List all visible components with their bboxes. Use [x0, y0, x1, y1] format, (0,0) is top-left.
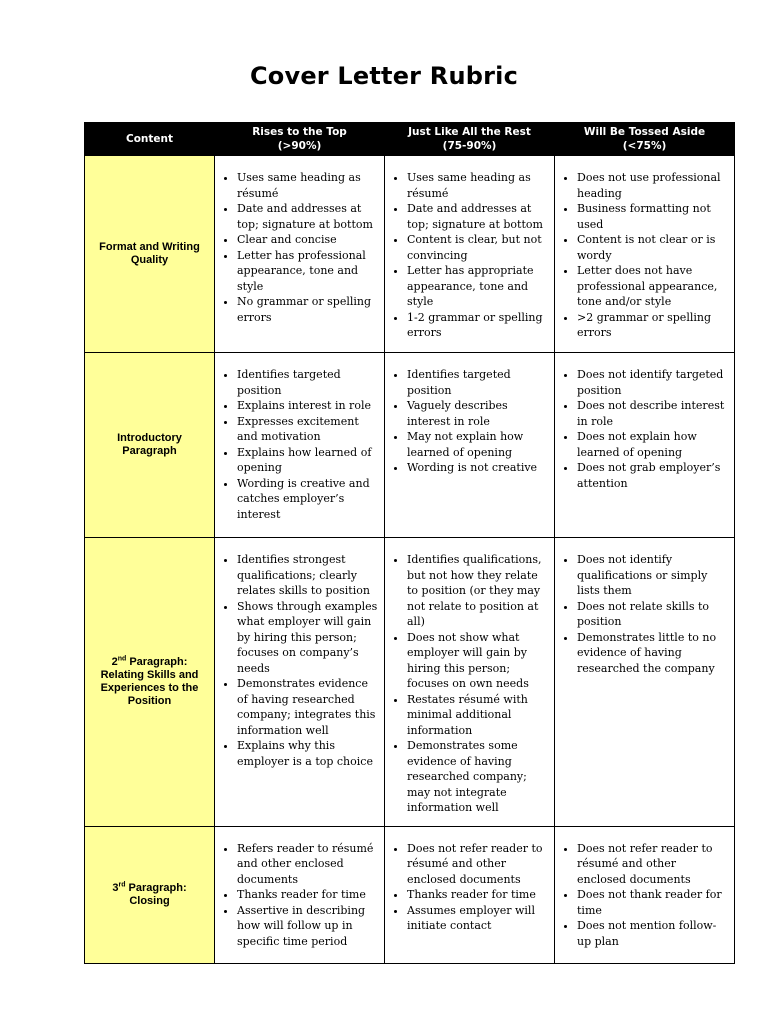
- list-item: • Assumes employer will initiate contact: [407, 903, 548, 934]
- rating-cell-col3: [555, 156, 735, 353]
- list-item: • Vaguely describes interest in role: [407, 398, 548, 429]
- criterion-cell: [85, 156, 215, 353]
- list-item: • 1-2 grammar or spelling errors: [407, 310, 548, 341]
- list-item: • Does not use professional heading: [577, 170, 728, 201]
- rating-cell-col2: [385, 826, 555, 963]
- list-item: • Does not refer reader to résumé and other enclosed documents: [407, 841, 548, 888]
- list-item: • Explains how learned of opening: [237, 445, 378, 476]
- list-item: • Content is not clear or is wordy: [577, 232, 728, 263]
- list-item: • Letter does not have professional appearance, tone and/or style: [577, 263, 728, 310]
- header-rises-to-top: [215, 123, 385, 156]
- list-item: • May not explain how learned of opening: [407, 429, 548, 460]
- rubric-row: [85, 156, 735, 353]
- list-item: • Thanks reader for time: [237, 887, 378, 903]
- list-item: • Does not thank reader for time: [577, 887, 728, 918]
- header-col2-range: (75-90%): [442, 140, 497, 152]
- rating-cell-col1: [215, 353, 385, 538]
- list-item: • Date and addresses at top; signature at bottom: [407, 201, 548, 232]
- header-col3-range: (<75%): [622, 140, 667, 152]
- criteria-list: [215, 538, 384, 779]
- criteria-list: [385, 156, 554, 351]
- criterion-ordinal: 2: [111, 655, 118, 668]
- header-col1-range: (>90%): [277, 140, 322, 152]
- list-item: • Letter has professional appearance, tone and style: [237, 248, 378, 295]
- list-item: • Identifies targeted position: [237, 367, 378, 398]
- header-row: [85, 123, 735, 156]
- rating-cell-col2: [385, 353, 555, 538]
- rating-cell-col1: [215, 538, 385, 827]
- list-item: • Demonstrates some evidence of having researched company; may not integrate information well: [407, 738, 548, 816]
- rating-cell-col1: [215, 156, 385, 353]
- list-item: • Demonstrates evidence of having researched company; integrates this information well: [237, 676, 378, 738]
- criterion-label: Introductory Paragraph: [117, 432, 182, 457]
- list-item: • Does not relate skills to position: [577, 599, 728, 630]
- list-item: • Explains interest in role: [237, 398, 378, 414]
- list-item: • Letter has appropriate appearance, tone and style: [407, 263, 548, 310]
- criterion-ordinal: 3: [112, 881, 119, 894]
- rubric-body: [85, 156, 735, 964]
- list-item: • Does not grab employer’s attention: [577, 460, 728, 491]
- criterion-label: Format and Writing Quality: [99, 241, 200, 266]
- rubric-table: [84, 122, 735, 964]
- rubric-row: [85, 353, 735, 538]
- criterion-cell: [85, 353, 215, 538]
- header-content-label: Content: [125, 133, 174, 145]
- criteria-list: [215, 827, 384, 960]
- list-item: • Uses same heading as résumé: [407, 170, 548, 201]
- list-item: • Content is clear, but not convincing: [407, 232, 548, 263]
- header-col1-name: Rises to the Top: [252, 126, 347, 138]
- list-item: • No grammar or spelling errors: [237, 294, 378, 325]
- rubric-row: [85, 538, 735, 827]
- rating-cell-col3: [555, 826, 735, 963]
- list-item: • Does not identify targeted position: [577, 367, 728, 398]
- list-item: • Identifies qualifications, but not how they relate to position (or they may not relate to position at all): [407, 552, 548, 630]
- criterion-cell: [85, 826, 215, 963]
- list-item: • Refers reader to résumé and other enclosed documents: [237, 841, 378, 888]
- criteria-list: [555, 156, 734, 351]
- criteria-list: [385, 827, 554, 944]
- list-item: • Explains why this employer is a top choice: [237, 738, 378, 769]
- list-item: • Assertive in describing how will follow up in specific time period: [237, 903, 378, 950]
- criterion-cell: [85, 538, 215, 827]
- rating-cell-col1: [215, 826, 385, 963]
- list-item: • Does not show what employer will gain by hiring this person; focuses on own needs: [407, 630, 548, 692]
- list-item: • Restates résumé with minimal additional information: [407, 692, 548, 739]
- list-item: • Wording is not creative: [407, 460, 548, 476]
- rating-cell-col3: [555, 538, 735, 827]
- list-item: • Does not describe interest in role: [577, 398, 728, 429]
- list-item: • Identifies targeted position: [407, 367, 548, 398]
- criterion-label: Paragraph: Closing: [125, 881, 187, 907]
- list-item: • Date and addresses at top; signature at bottom: [237, 201, 378, 232]
- list-item: • Uses same heading as résumé: [237, 170, 378, 201]
- list-item: • Wording is creative and catches employer’s interest: [237, 476, 378, 523]
- rating-cell-col3: [555, 353, 735, 538]
- header-col3-name: Will Be Tossed Aside: [583, 126, 706, 138]
- list-item: • Demonstrates little to no evidence of having researched the company: [577, 630, 728, 677]
- rubric-row: [85, 826, 735, 963]
- list-item: • Shows through examples what employer will gain by hiring this person; focuses on company’s needs: [237, 599, 378, 677]
- list-item: • Does not mention follow-up plan: [577, 918, 728, 949]
- list-item: • Does not refer reader to résumé and other enclosed documents: [577, 841, 728, 888]
- criteria-list: [555, 353, 734, 501]
- criterion-label: Paragraph: Relating Skills and Experiences to the Position: [100, 655, 199, 707]
- criteria-list: [555, 538, 734, 686]
- page-title: Cover Letter Rubric: [249, 62, 519, 90]
- criteria-list: [385, 538, 554, 826]
- list-item: • Thanks reader for time: [407, 887, 548, 903]
- list-item: • Does not explain how learned of opening: [577, 429, 728, 460]
- list-item: • Does not identify qualifications or simply lists them: [577, 552, 728, 599]
- list-item: • >2 grammar or spelling errors: [577, 310, 728, 341]
- header-col2-name: Just Like All the Rest: [408, 126, 531, 138]
- list-item: • Business formatting not used: [577, 201, 728, 232]
- header-tossed-aside: [555, 123, 735, 156]
- list-item: • Expresses excitement and motivation: [237, 414, 378, 445]
- criteria-list: [555, 827, 734, 960]
- header-just-like-rest: [385, 123, 555, 156]
- rating-cell-col2: [385, 156, 555, 353]
- criterion-ordinal-suffix: nd: [117, 655, 127, 663]
- criteria-list: [215, 353, 384, 532]
- list-item: • Identifies strongest qualifications; clearly relates skills to position: [237, 552, 378, 599]
- header-content: [85, 123, 215, 156]
- rating-cell-col2: [385, 538, 555, 827]
- criterion-ordinal-suffix: rd: [118, 880, 126, 888]
- list-item: • Clear and concise: [237, 232, 378, 248]
- criteria-list: [215, 156, 384, 335]
- criteria-list: [385, 353, 554, 486]
